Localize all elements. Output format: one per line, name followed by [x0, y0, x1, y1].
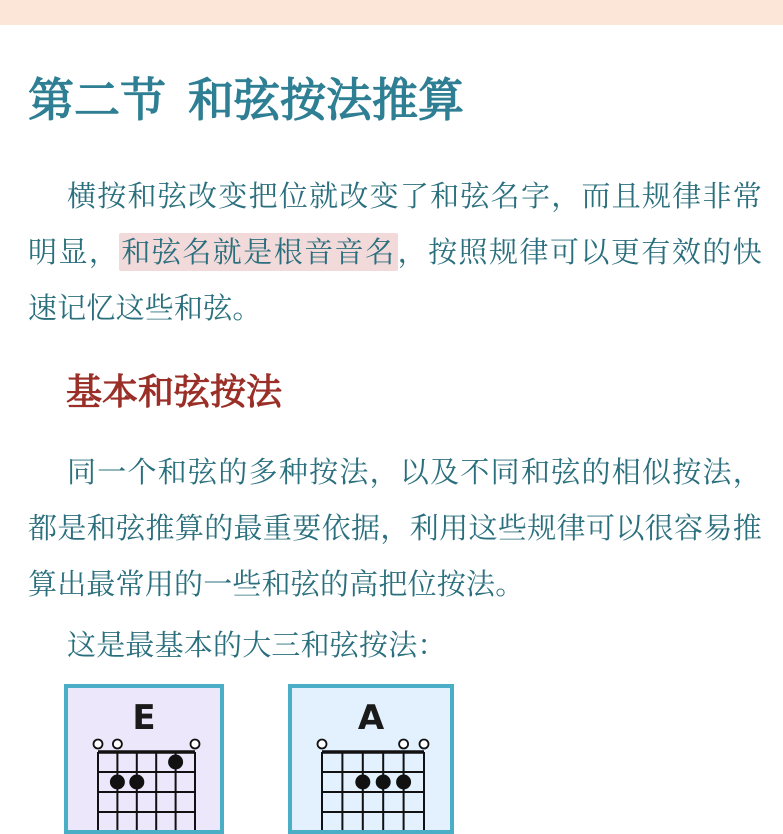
chord-diagram-a	[292, 688, 450, 830]
lead-in-text: 这是最基本的大三和弦按法：	[67, 628, 447, 662]
open-string-marker	[191, 740, 200, 749]
finger-dot	[110, 775, 125, 790]
open-string-marker	[420, 740, 429, 749]
highlighted-phrase: 和弦名就是根音音名	[121, 235, 396, 269]
chord-diagram-e	[68, 688, 220, 830]
intro-text-after: ，按照规律可以更有效的快速记忆这些和弦。	[28, 235, 762, 325]
top-banner	[0, 0, 783, 25]
section-number: 第二节	[28, 73, 166, 127]
finger-dot	[355, 775, 370, 790]
finger-dot	[168, 755, 183, 770]
chord-name-a: A	[357, 698, 385, 738]
chord-card-e	[64, 684, 224, 834]
body-paragraph: 同一个和弦的多种按法，以及不同和弦的相似按法，都是和弦推算的最重要依据，利用这些规律可以很容易推算出最常用的一些和弦的高把位按法。	[28, 455, 762, 601]
chord-card-a	[288, 684, 454, 834]
intro-paragraph	[28, 168, 762, 336]
finger-dot	[376, 775, 391, 790]
chord-name-e: E	[132, 698, 156, 738]
subsection-title: 基本和弦按法	[66, 371, 283, 413]
open-string-marker	[318, 740, 327, 749]
section-heading: 和弦按法推算	[188, 73, 464, 127]
finger-dot	[396, 775, 411, 790]
open-string-marker	[399, 740, 408, 749]
intro-text-before: 横按和弦改变把位就改变了和弦名字，而且规律非常明显，	[28, 179, 762, 269]
open-string-marker	[94, 740, 103, 749]
section-title	[28, 68, 464, 132]
open-string-marker	[113, 740, 122, 749]
finger-dot	[129, 775, 144, 790]
